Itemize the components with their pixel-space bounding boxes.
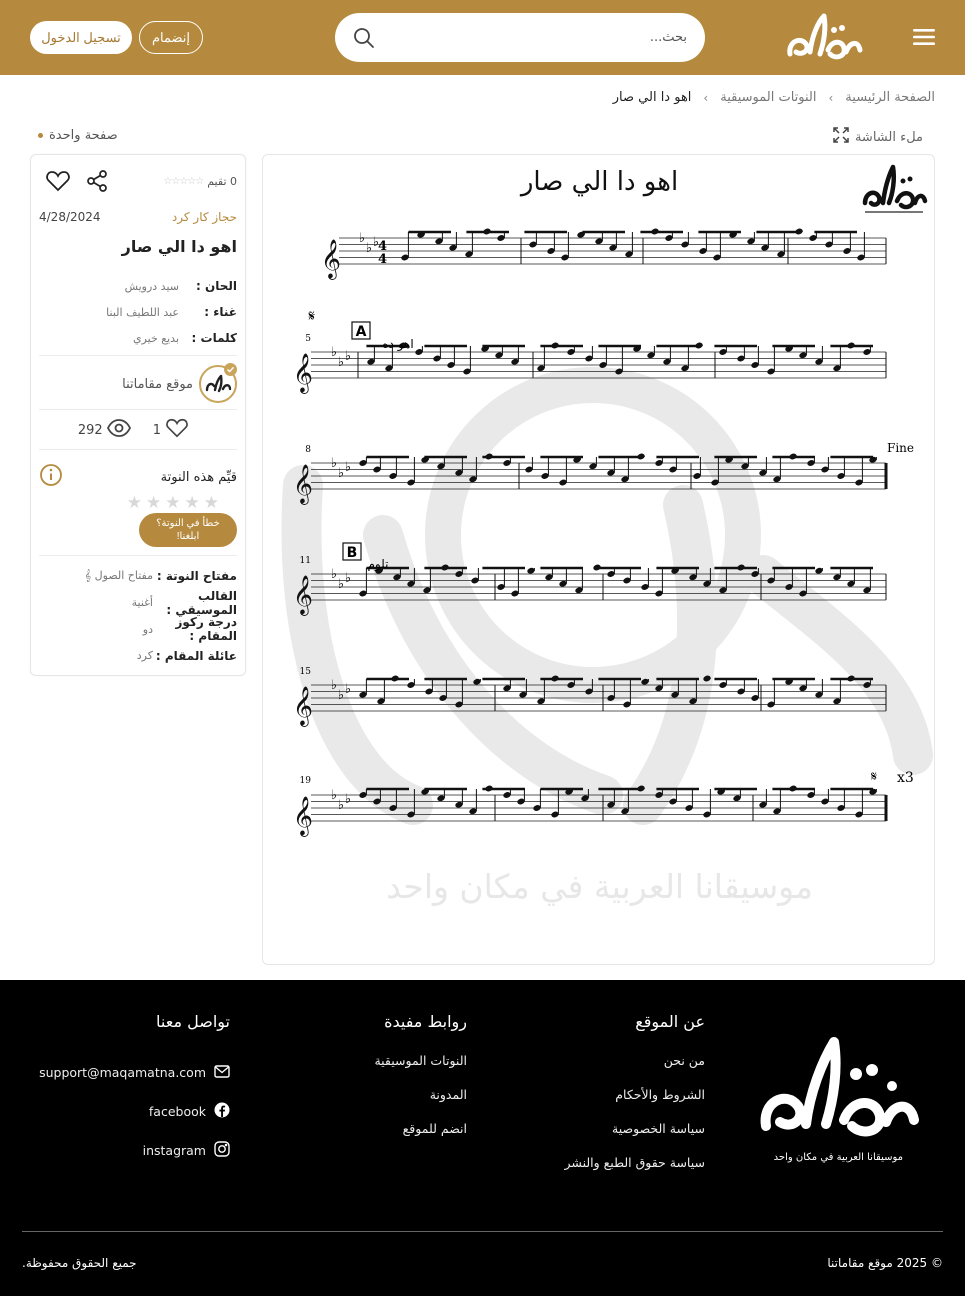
lyric-a: اهو ده bbox=[382, 337, 414, 351]
star-icon[interactable]: ★ bbox=[126, 493, 142, 513]
measure-number: 8 bbox=[305, 445, 311, 455]
footer-link-sheets[interactable]: النوتات الموسيقية bbox=[374, 1053, 467, 1068]
uploader[interactable] bbox=[122, 365, 237, 403]
credit-label: الحان : bbox=[196, 279, 237, 293]
detail-label: القالب الموسيقي : bbox=[166, 588, 237, 617]
song-title: اهو دا الي صار bbox=[121, 237, 237, 256]
flat-icon: ♭ bbox=[337, 798, 344, 813]
credit-value[interactable]: سيد درويش bbox=[124, 279, 179, 293]
treble-clef-icon: 𝄞 bbox=[292, 796, 313, 836]
login-button[interactable]: تسجيل الدخول bbox=[30, 21, 132, 54]
views-stat bbox=[78, 419, 131, 441]
treble-clef-icon: 𝄞 bbox=[292, 686, 313, 726]
breadcrumb bbox=[613, 90, 935, 105]
site-footer bbox=[0, 980, 965, 1296]
flat-icon: ♭ bbox=[330, 345, 337, 360]
mail-icon bbox=[214, 1065, 230, 1081]
search-input[interactable] bbox=[377, 23, 693, 53]
report-error-button[interactable] bbox=[139, 513, 237, 547]
footer-email[interactable] bbox=[39, 1053, 230, 1092]
heart-icon bbox=[165, 417, 189, 443]
search-icon[interactable] bbox=[351, 25, 377, 51]
flat-icon: ♭ bbox=[344, 571, 351, 586]
flat-icon: ♭ bbox=[344, 682, 351, 697]
footer-heading: عن الموقع bbox=[635, 1012, 705, 1031]
song-credits bbox=[39, 273, 237, 351]
measure-number: 19 bbox=[299, 776, 311, 786]
rating-input bbox=[127, 495, 219, 512]
uploader-name[interactable]: موقع مقاماتنا bbox=[122, 376, 193, 392]
segno-icon: 𝄋 bbox=[308, 307, 315, 325]
rating-stars-icon: ☆☆☆☆☆ bbox=[163, 176, 204, 187]
flat-icon: ♭ bbox=[337, 688, 344, 703]
divider bbox=[39, 355, 237, 356]
footer-contact bbox=[39, 1012, 230, 1170]
flat-icon: ♭ bbox=[344, 349, 351, 364]
footer-link-terms[interactable]: الشروط والأحكام bbox=[615, 1087, 705, 1102]
measure-number: 11 bbox=[299, 556, 311, 566]
footer-divider bbox=[22, 1231, 943, 1232]
detail-form bbox=[39, 590, 237, 617]
detail-clef bbox=[39, 563, 237, 590]
footer-link-join[interactable]: انضم للموقع bbox=[402, 1121, 467, 1136]
lyric-b: تلوم bbox=[367, 557, 389, 571]
breadcrumb-sheets[interactable]: النوتات الموسيقية bbox=[720, 90, 817, 105]
detail-value: مفتاح الصول 𝄞 bbox=[84, 569, 153, 583]
divider bbox=[39, 555, 237, 556]
section-b-label: B bbox=[346, 545, 358, 561]
rate-title: قيِّم هذه النوتة bbox=[160, 469, 237, 485]
star-icon[interactable]: ★ bbox=[203, 493, 219, 513]
credit-lyricist bbox=[39, 325, 237, 351]
sheet-watermark-tagline: موسيقانا العربية في مكان واحد bbox=[386, 867, 813, 906]
time-signature-bottom: 4 bbox=[377, 252, 387, 267]
detail-label: مفتاح النوتة : bbox=[156, 569, 237, 584]
credit-value[interactable]: عبد اللطيف البنا bbox=[106, 305, 179, 319]
footer-link-privacy[interactable]: سياسة الخصوصية bbox=[612, 1121, 705, 1136]
footer-link-blog[interactable]: المدونة bbox=[429, 1087, 467, 1102]
footer-useful-links bbox=[374, 1012, 467, 1155]
credit-value[interactable]: بديع خيري bbox=[132, 331, 179, 345]
single-page-label: صفحة واحدة bbox=[49, 128, 118, 143]
chevron-left-icon: › bbox=[828, 90, 834, 105]
flat-icon: ♭ bbox=[344, 460, 351, 475]
likes-count: 1 bbox=[152, 422, 161, 438]
footer-tagline: موسيقانا العربية في مكان واحد bbox=[773, 1152, 903, 1163]
rate-section-header bbox=[39, 463, 237, 491]
credit-label: غناء : bbox=[204, 305, 237, 319]
share-icon[interactable] bbox=[85, 169, 109, 197]
segno-icon: 𝄋 bbox=[870, 769, 877, 785]
stats bbox=[78, 417, 189, 443]
treble-clef-icon: 𝄞 bbox=[292, 353, 313, 393]
likes-stat[interactable] bbox=[153, 417, 189, 443]
flat-icon: ♭ bbox=[365, 241, 372, 256]
fullscreen-button[interactable] bbox=[833, 127, 923, 147]
expand-icon bbox=[833, 127, 849, 147]
detail-value: كرد bbox=[136, 649, 153, 663]
flat-icon: ♭ bbox=[372, 235, 379, 250]
section-a-label: A bbox=[355, 324, 367, 340]
credit-label: كلمات : bbox=[191, 331, 237, 345]
treble-clef-icon: 𝄞 bbox=[292, 464, 313, 504]
flat-icon: ♭ bbox=[337, 355, 344, 370]
detail-value: دو bbox=[142, 622, 153, 636]
fullscreen-label: ملء الشاشة bbox=[854, 129, 923, 145]
detail-family bbox=[39, 643, 237, 670]
instagram-icon bbox=[214, 1141, 230, 1160]
score-canvas bbox=[263, 155, 935, 965]
footer-heading: تواصل معنا bbox=[156, 1012, 230, 1031]
chevron-left-icon: › bbox=[703, 90, 709, 105]
divider bbox=[39, 409, 237, 410]
footer-logo[interactable] bbox=[752, 1026, 928, 1172]
detail-label: درجة ركوز المقام : bbox=[175, 615, 237, 644]
publish-date: 4/28/2024 bbox=[39, 210, 101, 224]
avatar bbox=[199, 365, 237, 403]
instagram-text: instagram bbox=[142, 1143, 206, 1158]
report-label bbox=[156, 517, 220, 543]
credit-singer bbox=[39, 299, 237, 325]
footer-heading: روابط مفيدة bbox=[384, 1012, 467, 1031]
breadcrumb-home[interactable]: الصفحة الرئيسية bbox=[845, 90, 935, 105]
hamburger-icon[interactable] bbox=[910, 22, 938, 52]
song-info-card bbox=[30, 154, 246, 676]
rating-summary bbox=[163, 175, 237, 188]
single-page-toggle[interactable] bbox=[38, 128, 118, 143]
maqam-genre-link[interactable]: حجاز كار كرد bbox=[171, 210, 237, 224]
repeat-count: x3 bbox=[897, 770, 914, 786]
fine-marker: Fine bbox=[887, 441, 914, 455]
measure-number: 15 bbox=[299, 667, 311, 677]
treble-clef-icon: 𝄞 bbox=[292, 575, 313, 615]
card-actions bbox=[45, 169, 109, 197]
detail-tonic bbox=[39, 616, 237, 643]
footer-instagram[interactable] bbox=[39, 1131, 230, 1170]
flat-icon: ♭ bbox=[330, 456, 337, 471]
flat-icon: ♭ bbox=[337, 466, 344, 481]
footer-about bbox=[565, 1012, 705, 1189]
verified-icon bbox=[224, 363, 237, 376]
copyright-text: © 2025 موقع مقاماتنا bbox=[827, 1256, 943, 1270]
heart-icon[interactable] bbox=[45, 169, 71, 197]
flat-icon: ♭ bbox=[330, 678, 337, 693]
sheet-title: اهو دا الي صار bbox=[520, 167, 679, 197]
dot-icon bbox=[38, 133, 43, 138]
flat-icon: ♭ bbox=[330, 567, 337, 582]
maqamatna-logo[interactable] bbox=[780, 6, 864, 68]
measure-number: 5 bbox=[305, 334, 311, 344]
credit-composer bbox=[39, 273, 237, 299]
info-icon[interactable] bbox=[39, 463, 63, 491]
footer-link-about[interactable]: من نحن bbox=[663, 1053, 705, 1068]
detail-value: أغنية bbox=[131, 596, 153, 610]
watermark-logo bbox=[301, 385, 913, 805]
divider bbox=[39, 449, 237, 450]
rights-text: جميع الحقوق محفوظة. bbox=[22, 1256, 137, 1270]
email-text: support@maqamatna.com bbox=[39, 1065, 206, 1080]
treble-clef-icon: 𝄞 bbox=[320, 239, 341, 279]
detail-label: عائلة المقام : bbox=[155, 648, 237, 663]
flat-icon: ♭ bbox=[344, 792, 351, 807]
report-line: خطأ في النوتة؟ bbox=[156, 518, 220, 529]
footer-facebook[interactable] bbox=[39, 1092, 230, 1131]
flat-icon: ♭ bbox=[330, 788, 337, 803]
flat-icon: ♭ bbox=[337, 577, 344, 592]
footer-link-copyright[interactable]: سياسة حقوق الطبع والنشر bbox=[564, 1155, 705, 1170]
eye-icon bbox=[107, 419, 131, 441]
time-signature-top: 4 bbox=[377, 239, 387, 254]
star-icon[interactable]: ★ bbox=[165, 493, 181, 513]
breadcrumb-current: اهو دا الي صار bbox=[612, 90, 692, 105]
report-line: ابلغنا! bbox=[176, 531, 200, 542]
sheet-details bbox=[39, 563, 237, 669]
star-icon[interactable]: ★ bbox=[146, 493, 162, 513]
views-count: 292 bbox=[77, 422, 103, 438]
top-header bbox=[0, 0, 965, 75]
join-button[interactable]: إنضمام bbox=[139, 21, 203, 54]
search-bar bbox=[335, 13, 705, 62]
facebook-text: facebook bbox=[148, 1104, 206, 1119]
flat-icon: ♭ bbox=[358, 231, 365, 246]
sheet-music-viewer[interactable] bbox=[262, 154, 935, 965]
facebook-icon bbox=[214, 1102, 230, 1121]
rating-text: 0 تقيم bbox=[207, 175, 237, 188]
star-icon[interactable]: ★ bbox=[184, 493, 200, 513]
